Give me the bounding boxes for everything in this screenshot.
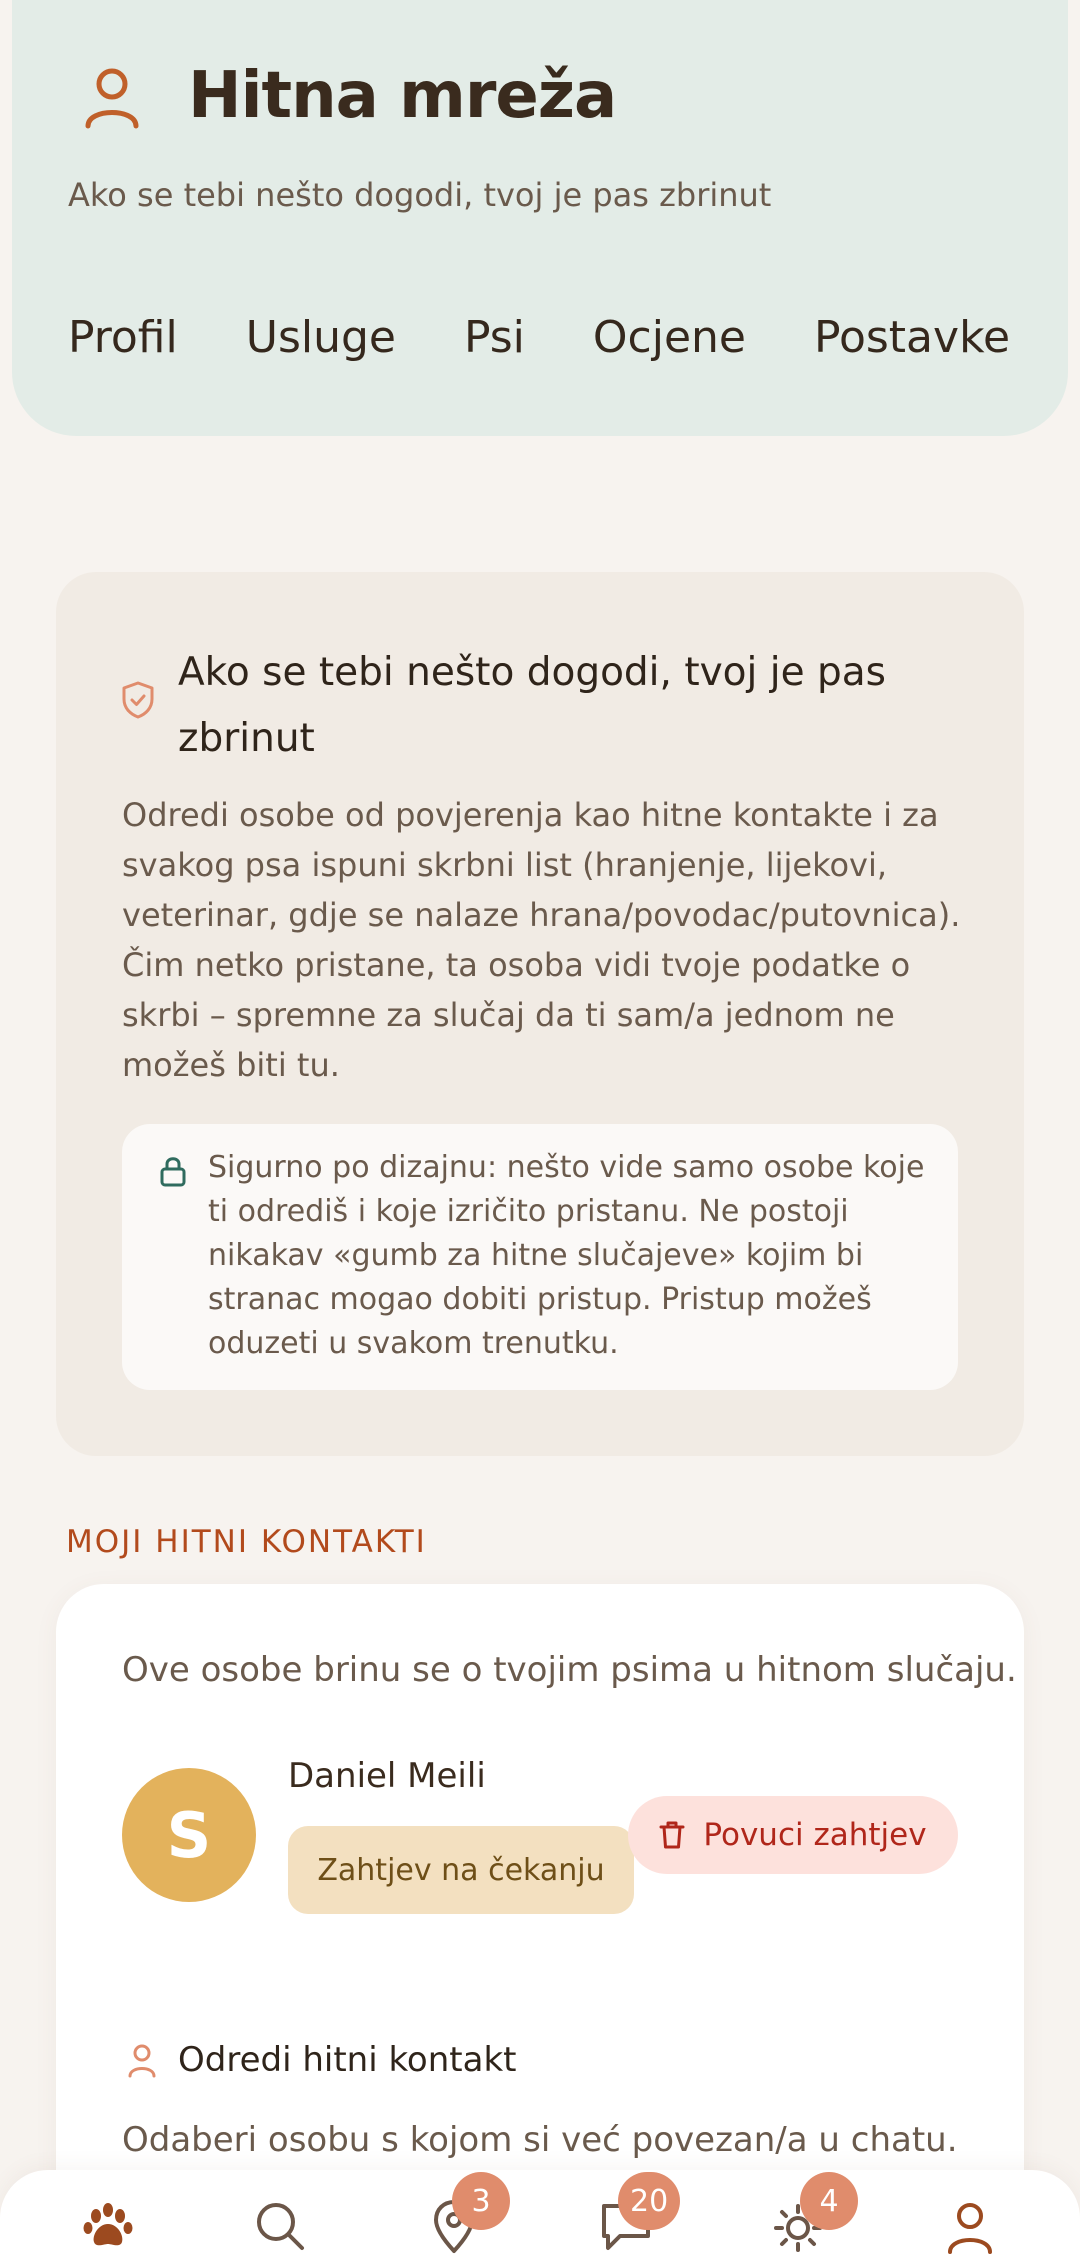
nav-activity[interactable]	[768, 2183, 839, 2256]
tab-profil[interactable]: Profil	[68, 312, 178, 363]
trash-icon	[659, 1820, 685, 1850]
withdraw-request-button[interactable]	[628, 1796, 958, 1874]
notification-badge: 4	[800, 2172, 858, 2230]
nav-home[interactable]	[78, 2196, 138, 2256]
search-icon	[250, 2196, 310, 2256]
app-header	[12, 0, 1068, 436]
assign-contact-subtitle: Odaberi osobu s kojom si već povezan/a u chatu.	[122, 2120, 958, 2160]
profile-tabs	[68, 312, 1010, 363]
info-text: Odredi osobe od povjerenja kao hitne kontakte i za svakog psa ispuni skrbni list (hranjenje, lijekovi, veterinar, gdje se nalaze hrana/povodac/putovnica). Čim netko pristane, ta osoba vidi tvoje podatke o skrbi – spremne za slučaj da ti sam/a jednom ne možeš biti tu.	[122, 796, 961, 1084]
nav-profile[interactable]	[940, 2196, 1000, 2256]
tab-ocjene[interactable]: Ocjene	[592, 312, 746, 363]
info-card	[56, 572, 1024, 1456]
brand-row	[72, 56, 616, 136]
user-icon	[126, 2042, 158, 2078]
tab-psi[interactable]: Psi	[464, 312, 525, 363]
nav-search[interactable]	[250, 2196, 310, 2256]
info-title: Ako se tebi nešto dogodi, tvoj je pas zbrinut	[178, 650, 886, 761]
shield-check-icon	[120, 680, 156, 720]
lock-icon	[158, 1154, 188, 1188]
contacts-intro: Ove osobe brinu se o tvojim psima u hitnom slučaju.	[122, 1650, 1017, 1690]
contact-name: Daniel Meili	[288, 1756, 486, 1796]
avatar: S	[122, 1768, 256, 1902]
nav-map[interactable]	[424, 2183, 491, 2256]
notification-badge: 3	[452, 2172, 510, 2230]
assign-contact-header	[126, 2040, 516, 2080]
notification-badge: 20	[618, 2172, 680, 2230]
paw-icon	[78, 2196, 138, 2256]
page-title: Hitna mreža	[188, 59, 617, 133]
section-label: MOJI HITNI KONTAKTI	[66, 1524, 427, 1560]
info-header	[120, 640, 960, 772]
tab-postavke[interactable]: Postavke	[814, 312, 1011, 363]
bottom-nav	[0, 2170, 1080, 2268]
page-subtitle: Ako se tebi nešto dogodi, tvoj je pas zbrinut	[68, 176, 772, 214]
nav-chat[interactable]	[596, 2183, 669, 2256]
user-icon	[72, 56, 152, 136]
tab-usluge[interactable]: Usluge	[245, 312, 396, 363]
security-note	[122, 1124, 958, 1390]
assign-contact-title: Odredi hitni kontakt	[178, 2040, 517, 2080]
security-note-text: Sigurno po dizajnu: nešto vide samo osobe koje ti odrediš i koje izričito pristanu. Ne postoji nikakav «gumb za hitne slučajeve» kojim bi stranac mogao dobiti pristup. Pristup možeš oduzeti u svakom trenutku.	[208, 1150, 925, 1361]
withdraw-request-label: Povuci zahtjev	[703, 1817, 927, 1853]
status-badge: Zahtjev na čekanju	[288, 1826, 634, 1914]
contacts-card	[56, 1584, 1024, 2268]
user-icon	[940, 2196, 1000, 2256]
